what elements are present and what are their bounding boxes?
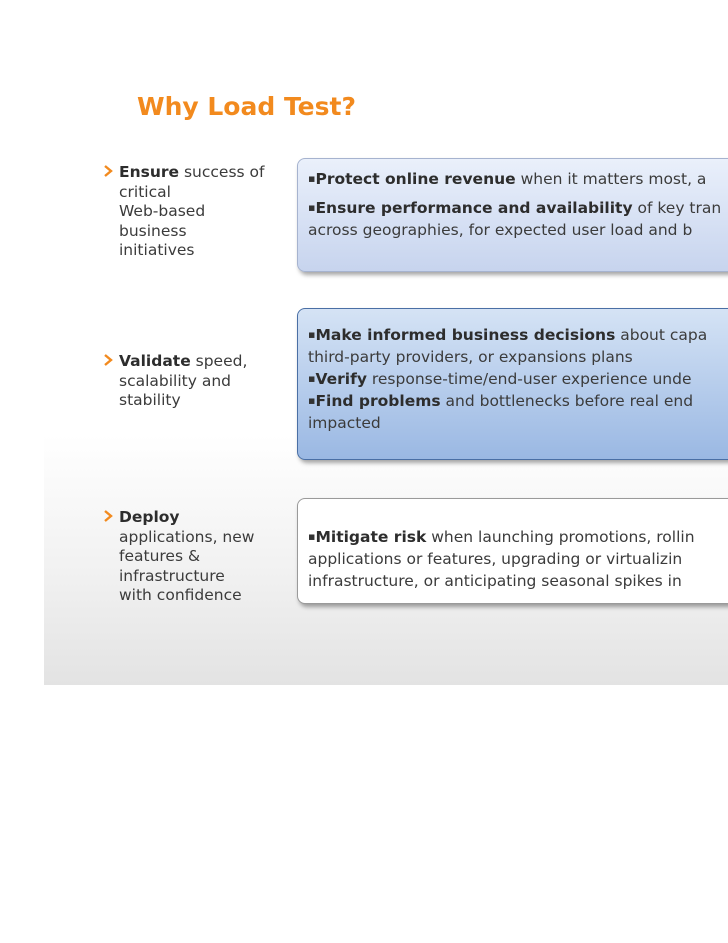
slide-title: Why Load Test? (137, 92, 356, 121)
chevron-right-icon (103, 510, 113, 522)
benefit-box-text: ▪Make informed business decisions about capa third-party providers, or expansions plans ▪Verify response-time/end-user experience unde ▪Find problems and bottlenecks before real end impacted (308, 326, 708, 432)
benefit-box-text: ▪Mitigate risk when launching promotions, rollin applications or features, upgrading or virtualizin infrastructure, or anticipating seasonal spikes in (308, 528, 695, 590)
benefit-box-text: ▪Protect online revenue when it matters most, a ▪Ensure performance and availability of key tran across geographies, for expected user load and b (308, 170, 722, 239)
benefit-box-ensure (297, 158, 728, 272)
left-item-text: Ensure success of critical Web-based business initiatives (119, 163, 265, 259)
chevron-right-icon (103, 354, 113, 366)
benefit-box-validate (297, 308, 728, 460)
benefit-box-deploy (297, 498, 728, 604)
chevron-right-icon (103, 165, 113, 177)
left-item-text: Deploy applications, new features & infrastructure with confidence (119, 508, 255, 604)
left-item-text: Validate speed, scalability and stability (119, 352, 248, 409)
